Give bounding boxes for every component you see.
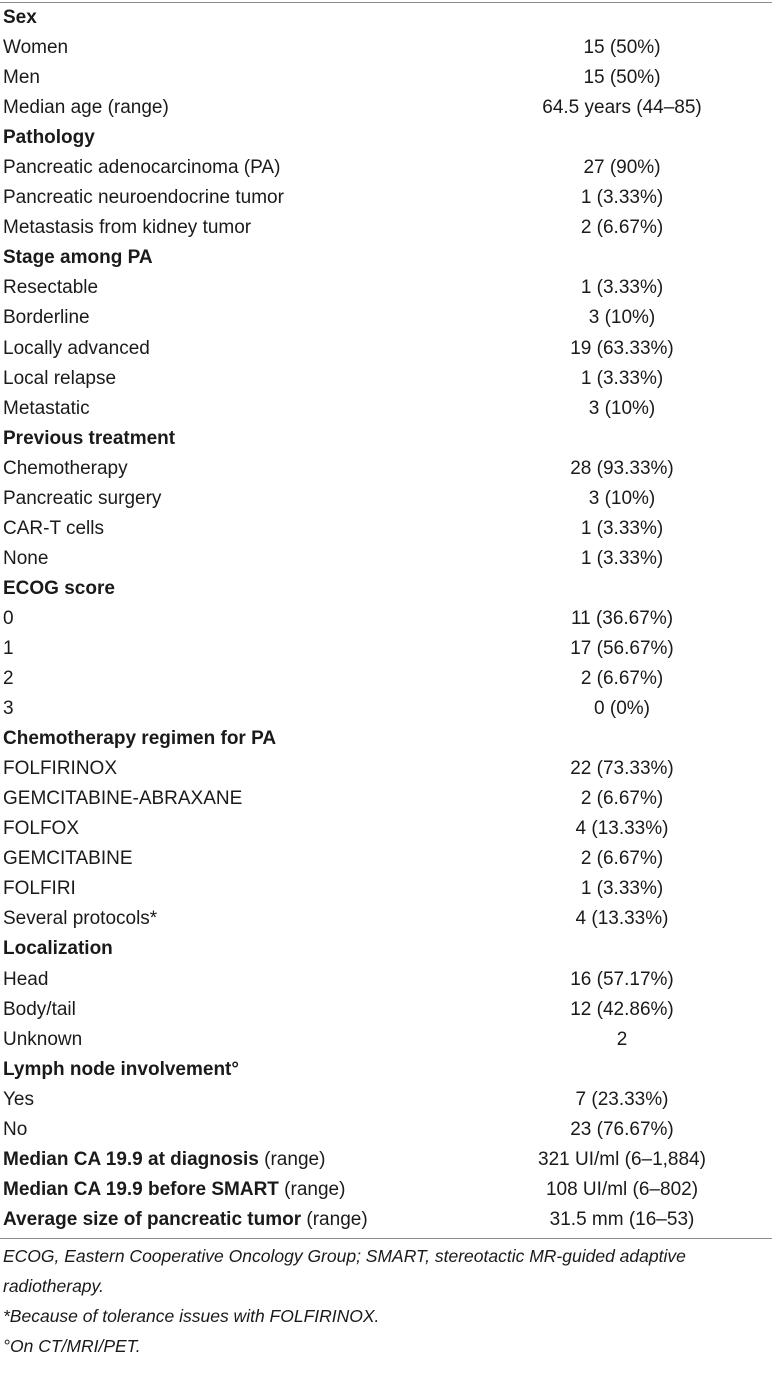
row-value: 16 (57.17%) bbox=[570, 968, 674, 990]
footnote: °On CT/MRI/PET. bbox=[3, 1335, 141, 1356]
row-label: Several protocols* bbox=[3, 908, 158, 930]
row-value: 23 (76.67%) bbox=[570, 1118, 674, 1140]
table-row bbox=[0, 544, 772, 574]
table-row bbox=[0, 93, 772, 123]
table-row bbox=[0, 634, 772, 664]
table-row bbox=[0, 1115, 772, 1145]
row-label bbox=[0, 1205, 368, 1235]
row-label: Pancreatic surgery bbox=[3, 487, 162, 509]
row-value: 19 (63.33%) bbox=[570, 337, 674, 359]
row-value: 2 (6.67%) bbox=[580, 848, 664, 870]
section-title: Sex bbox=[3, 7, 37, 29]
table-row bbox=[0, 153, 772, 183]
row-label: CAR-T cells bbox=[3, 517, 104, 539]
row-value: 15 (50%) bbox=[583, 67, 661, 89]
row-value: 7 (23.33%) bbox=[575, 1088, 669, 1110]
table-row bbox=[0, 1085, 772, 1115]
table-row bbox=[0, 1025, 772, 1055]
row-value: 3 (10%) bbox=[588, 487, 656, 509]
row-label: Head bbox=[3, 968, 49, 990]
row-label bbox=[0, 1175, 345, 1205]
row-value: 4 (13.33%) bbox=[575, 908, 669, 930]
row-value: 3 (10%) bbox=[588, 397, 656, 419]
row-label: Median age (range) bbox=[3, 97, 169, 119]
section-header-row bbox=[0, 724, 772, 754]
row-value: 17 (56.67%) bbox=[570, 638, 674, 659]
table-row bbox=[0, 694, 772, 724]
section-header-row bbox=[0, 1055, 772, 1085]
table-row bbox=[0, 454, 772, 484]
row-value: 1 (3.33%) bbox=[580, 277, 664, 299]
table-row bbox=[0, 1145, 772, 1175]
row-value: 12 (42.86%) bbox=[570, 998, 674, 1020]
table-row bbox=[0, 995, 772, 1025]
row-label: Yes bbox=[3, 1088, 34, 1110]
row-label-bold: Median CA 19.9 before SMART bbox=[3, 1178, 279, 1200]
table-row bbox=[0, 754, 772, 784]
row-value: 22 (73.33%) bbox=[570, 758, 674, 780]
row-label bbox=[0, 1145, 325, 1175]
row-label: GEMCITABINE-ABRAXANE bbox=[3, 788, 243, 810]
table-row bbox=[0, 364, 772, 394]
row-value: 321 UI/ml (6–1,884) bbox=[538, 1148, 706, 1170]
row-label: Pancreatic neuroendocrine tumor bbox=[3, 187, 284, 209]
row-label-suffix: (range) bbox=[301, 1208, 368, 1230]
row-label: Resectable bbox=[3, 277, 99, 299]
row-label: Women bbox=[3, 37, 69, 59]
section-title: Pathology bbox=[3, 127, 95, 149]
table-row bbox=[0, 183, 772, 213]
row-label: Pancreatic adenocarcinoma (PA) bbox=[3, 157, 281, 179]
row-label: 0 bbox=[3, 607, 14, 629]
table-row bbox=[0, 213, 772, 243]
row-label-suffix: (range) bbox=[278, 1178, 346, 1200]
row-label-bold: Average size of pancreatic tumor bbox=[3, 1208, 302, 1230]
row-label: FOLFIRINOX bbox=[3, 758, 118, 780]
table-row bbox=[0, 303, 772, 333]
footnote: ECOG, Eastern Cooperative Oncology Group; SMART, stereotactic MR-guided adaptive radiotherapy. bbox=[3, 1245, 686, 1296]
row-value: 28 (93.33%) bbox=[570, 457, 674, 479]
row-value: 2 bbox=[616, 1028, 628, 1050]
row-value: 1 (3.33%) bbox=[580, 547, 664, 569]
table-row bbox=[0, 63, 772, 93]
row-value: 2 (6.67%) bbox=[580, 788, 664, 810]
table-row bbox=[0, 1205, 772, 1235]
table-row bbox=[0, 874, 772, 904]
row-value: 108 UI/ml (6–802) bbox=[545, 1178, 699, 1200]
row-label: Men bbox=[3, 67, 40, 89]
table-row bbox=[0, 484, 772, 514]
section-header-row bbox=[0, 243, 772, 273]
table-row bbox=[0, 604, 772, 634]
table-row bbox=[0, 273, 772, 303]
table-row bbox=[0, 784, 772, 814]
row-value: 64.5 years (44–85) bbox=[542, 97, 702, 119]
section-header-row bbox=[0, 123, 772, 153]
table-row bbox=[0, 1175, 772, 1205]
row-label: Borderline bbox=[3, 307, 90, 329]
table-row bbox=[0, 514, 772, 544]
row-value: 1 (3.33%) bbox=[580, 367, 664, 389]
row-label: GEMCITABINE bbox=[3, 848, 133, 870]
row-value: 11 (36.67%) bbox=[570, 607, 674, 629]
table-row bbox=[0, 844, 772, 874]
row-label: 1 bbox=[3, 638, 14, 659]
row-label-suffix: (range) bbox=[258, 1148, 326, 1170]
row-label: FOLFOX bbox=[3, 818, 80, 840]
row-value: 0 (0%) bbox=[594, 698, 650, 720]
row-value: 2 (6.67%) bbox=[580, 217, 664, 239]
row-label: Unknown bbox=[3, 1028, 83, 1050]
table-row bbox=[0, 33, 772, 63]
row-label: FOLFIRI bbox=[3, 878, 76, 900]
table-row bbox=[0, 394, 772, 424]
footnote: *Because of tolerance issues with FOLFIRINOX. bbox=[3, 1305, 380, 1326]
section-title: Stage among PA bbox=[3, 247, 153, 269]
row-label: 3 bbox=[3, 698, 14, 720]
row-value: 1 (3.33%) bbox=[580, 878, 664, 900]
section-title: ECOG score bbox=[3, 577, 115, 599]
row-label: Chemotherapy bbox=[3, 457, 128, 479]
row-label: Metastatic bbox=[3, 397, 90, 419]
section-title: Localization bbox=[3, 938, 113, 960]
table-row bbox=[0, 664, 772, 694]
section-title: Previous treatment bbox=[3, 427, 176, 449]
row-value: 27 (90%) bbox=[583, 157, 661, 179]
row-value: 15 (50%) bbox=[583, 37, 661, 59]
table-row bbox=[0, 334, 772, 364]
row-label-bold: Median CA 19.9 at diagnosis bbox=[3, 1148, 259, 1170]
section-header-row bbox=[0, 3, 772, 33]
table-footnotes bbox=[0, 1239, 772, 1361]
row-label: 2 bbox=[3, 668, 14, 690]
section-header-row bbox=[0, 934, 772, 964]
row-label: Body/tail bbox=[3, 998, 76, 1020]
row-value: 1 (3.33%) bbox=[580, 187, 664, 209]
row-label: No bbox=[3, 1118, 28, 1140]
row-label: Locally advanced bbox=[3, 337, 150, 359]
row-label: Local relapse bbox=[3, 367, 117, 389]
patient-characteristics-table bbox=[0, 3, 772, 1235]
table-row bbox=[0, 904, 772, 934]
row-value: 3 (10%) bbox=[588, 307, 656, 329]
table-row bbox=[0, 814, 772, 844]
table-row bbox=[0, 965, 772, 995]
row-value: 1 (3.33%) bbox=[580, 517, 664, 539]
row-value: 31.5 mm (16–53) bbox=[549, 1208, 695, 1230]
row-value: 2 (6.67%) bbox=[580, 668, 664, 690]
row-label: None bbox=[3, 547, 49, 569]
row-value: 4 (13.33%) bbox=[575, 818, 669, 840]
row-label: Metastasis from kidney tumor bbox=[3, 217, 252, 239]
section-header-row bbox=[0, 574, 772, 604]
section-title: Chemotherapy regimen for PA bbox=[3, 728, 277, 750]
section-title: Lymph node involvement° bbox=[3, 1058, 239, 1080]
section-header-row bbox=[0, 424, 772, 454]
